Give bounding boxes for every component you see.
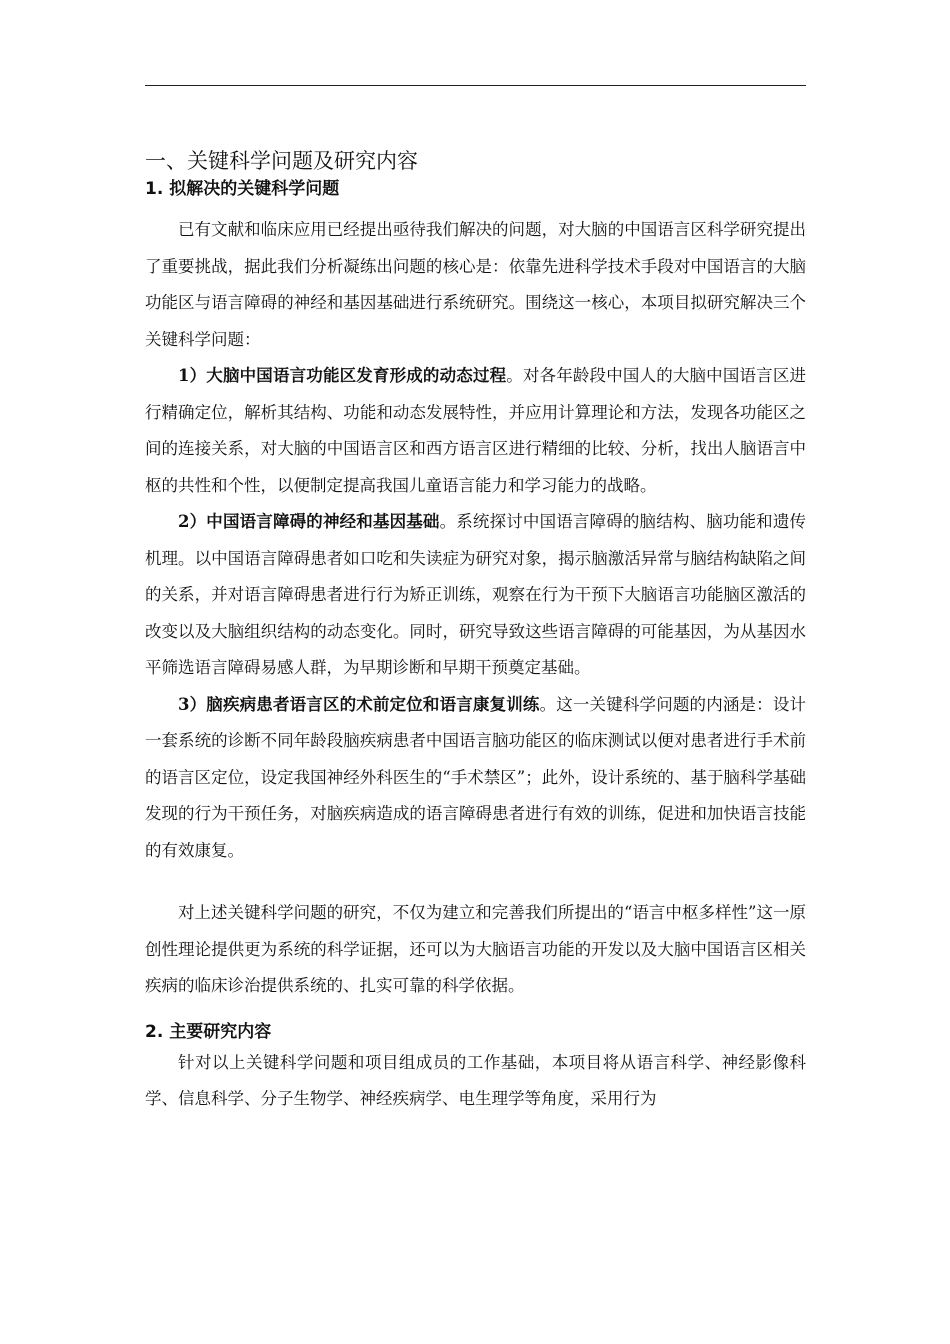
problem-2-title: 2）中国语言障碍的神经和基因基础 xyxy=(178,512,440,531)
page-content xyxy=(145,146,806,1118)
problem-1-text: 。对各年龄段中国人的大脑中国语言区进行精确定位，解析其结构、功能和动态发展特性，并应用计算理论和方法，发现各功能区之间的连接关系，对大脑的中国语言区和西方语言区进行精细的比较、分析，找出人脑语言中枢的共性和个性，以便制定提高我国儿童语言能力和学习能力的战略。 xyxy=(145,366,806,495)
subsection-1-title: 1. 拟解决的关键科学问题 xyxy=(145,179,340,199)
subsection-2-paragraph: 针对以上关键科学问题和项目组成员的工作基础，本项目将从语言科学、神经影像科学、信息科学、分子生物学、神经疾病学、电生理学等角度，采用行为 xyxy=(145,1052,806,1108)
problem-3-paragraph xyxy=(145,687,806,870)
problem-1-paragraph xyxy=(145,358,806,504)
problem-2-text: 。系统探讨中国语言障碍的脑结构、脑功能和遗传机理。以中国语言障碍患者如口吃和失读症为研究对象，揭示脑激活异常与脑结构缺陷之间的关系，并对语言障碍患者进行行为矫正训练，观察在行为干预下大脑语言功能脑区激活的改变以及大脑组织结构的动态变化。同时，研究导致这些语言障碍的可能基因，为从基因水平筛选语言障碍易感人群，为早期诊断和早期干预奠定基础。 xyxy=(145,512,807,677)
problem-1-title: 1）大脑中国语言功能区发育形成的动态过程 xyxy=(178,366,507,385)
problem-2-paragraph xyxy=(145,504,806,687)
subsection-2-title: 2. 主要研究内容 xyxy=(145,1021,272,1042)
summary-paragraph: 对上述关键科学问题的研究，不仅为建立和完善我们所提出的“语言中枢多样性”这一原创性理论提供更为系统的科学证据，还可以为大脑语言功能的开发以及大脑中国语言区相关疾病的临床诊治提供系统的、扎实可靠的科学依据。 xyxy=(145,903,806,995)
header-rule xyxy=(145,85,806,86)
intro-paragraph: 已有文献和临床应用已经提出亟待我们解决的问题，对大脑的中国语言区科学研究提出了重要挑战，据此我们分析凝练出问题的核心是：依靠先进科学技术手段对中国语言的大脑功能区与语言障碍的神经和基因基础进行系统研究。围绕这一核心，本项目拟研究解决三个关键科学问题： xyxy=(145,220,806,349)
section-title: 一、关键科学问题及研究内容 xyxy=(145,149,418,173)
problem-3-title: 3）脑疾病患者语言区的术前定位和语言康复训练 xyxy=(178,694,540,714)
problem-3-text: 。这一关键科学问题的内涵是：设计一套系统的诊断不同年龄段脑疾病患者中国语言脑功能区的临床测试以便对患者进行手术前的语言区定位，设定我国神经外科医生的“手术禁区”；此外，设计系统的、基于脑科学基础发现的行为干预任务，对脑疾病造成的语言障碍患者进行有效的训练，促进和加快语言技能的有效康复。 xyxy=(145,694,807,860)
